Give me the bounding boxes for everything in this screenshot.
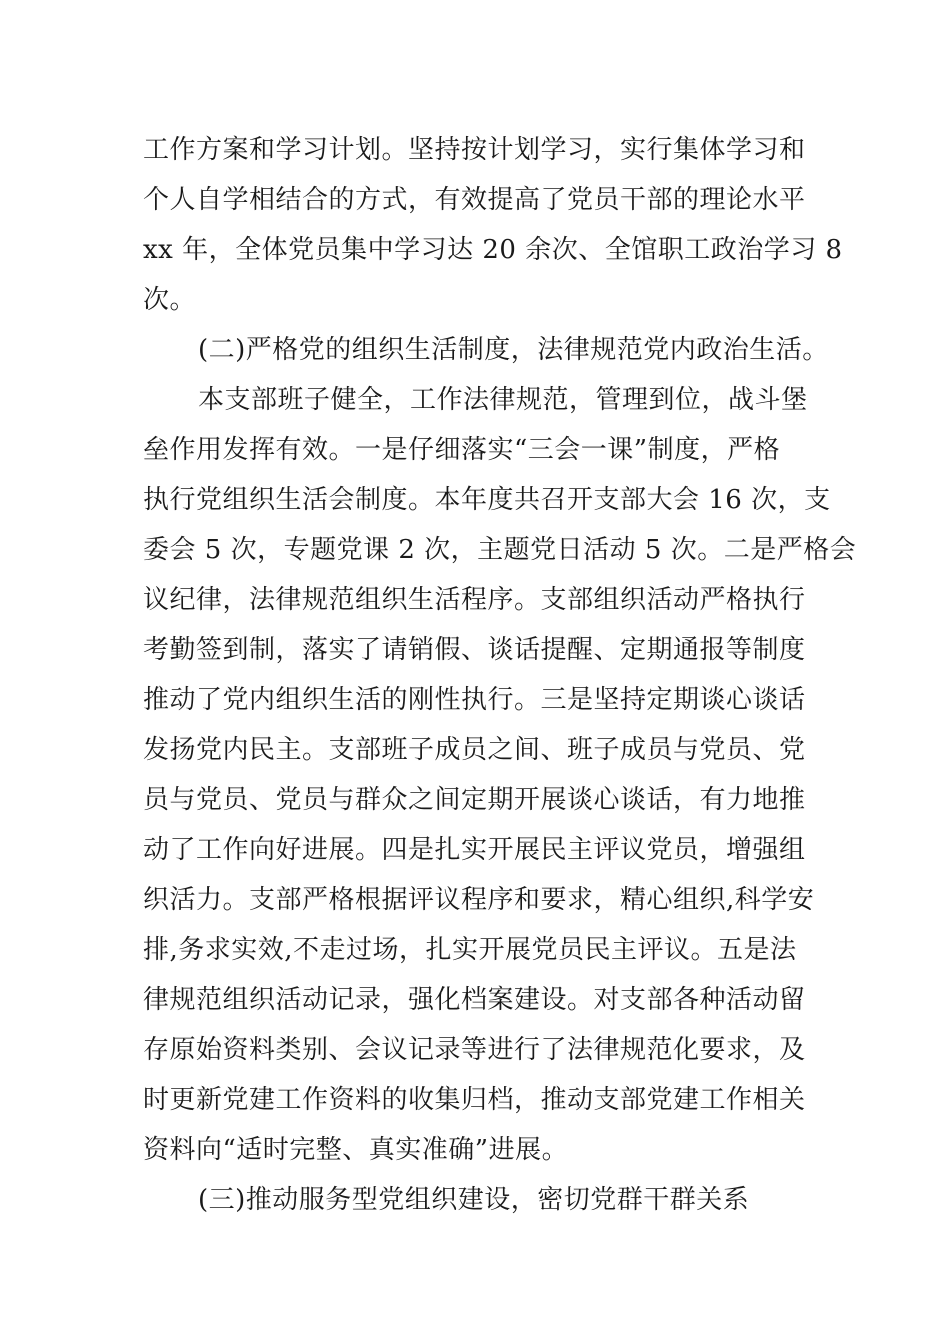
- text-line-17: 排,务求实效,不走过场，扎实开展党员民主评议。五是法: [143, 935, 797, 965]
- section-heading-3: (三)推动服务型党组织建设，密切党群干群关系: [198, 1185, 750, 1215]
- text-line-11: 考勤签到制，落实了请销假、谈话提醒、定期通报等制度: [143, 635, 806, 665]
- section-heading-2: (二)严格党的组织生活制度，法律规范党内政治生活。: [198, 335, 829, 365]
- text-line-21: 资料向“适时完整、真实准确”进展。: [143, 1135, 569, 1165]
- text-line-7: 垒作用发挥有效。一是仔细落实“三会一课”制度，严格: [143, 435, 781, 465]
- text-line-3: xx 年，全体党员集中学习达 20 余次、全馆职工政治学习 8: [143, 235, 843, 265]
- text-line-18: 律规范组织活动记录，强化档案建设。对支部各种活动留: [143, 985, 806, 1015]
- text-line-9: 委会 5 次，专题党课 2 次，主题党日活动 5 次。二是严格会: [143, 535, 857, 565]
- text-line-20: 时更新党建工作资料的收集归档，推动支部党建工作相关: [143, 1085, 806, 1115]
- text-line-1: 工作方案和学习计划。坚持按计划学习，实行集体学习和: [143, 135, 806, 165]
- text-line-19: 存原始资料类别、会议记录等进行了法律规范化要求，及: [143, 1035, 806, 1065]
- text-line-8: 执行党组织生活会制度。本年度共召开支部大会 16 次，支: [143, 485, 831, 515]
- text-line-14: 员与党员、党员与群众之间定期开展谈心谈话，有力地推: [143, 785, 806, 815]
- text-line-10: 议纪律，法律规范组织生活程序。支部组织活动严格执行: [143, 585, 806, 615]
- text-line-16: 织活力。支部严格根据评议程序和要求，精心组织,科学安: [143, 885, 815, 915]
- text-line-15: 动了工作向好进展。四是扎实开展民主评议党员，增强组: [143, 835, 806, 865]
- text-line-2: 个人自学相结合的方式，有效提高了党员干部的理论水平: [143, 185, 806, 215]
- paragraph-first-line: 本支部班子健全，工作法律规范，管理到位，战斗堡: [198, 385, 808, 415]
- text-line-13: 发扬党内民主。支部班子成员之间、班子成员与党员、党: [143, 735, 806, 765]
- text-line-4: 次。: [143, 285, 197, 315]
- text-line-12: 推动了党内组织生活的刚性执行。三是坚持定期谈心谈话: [143, 685, 806, 715]
